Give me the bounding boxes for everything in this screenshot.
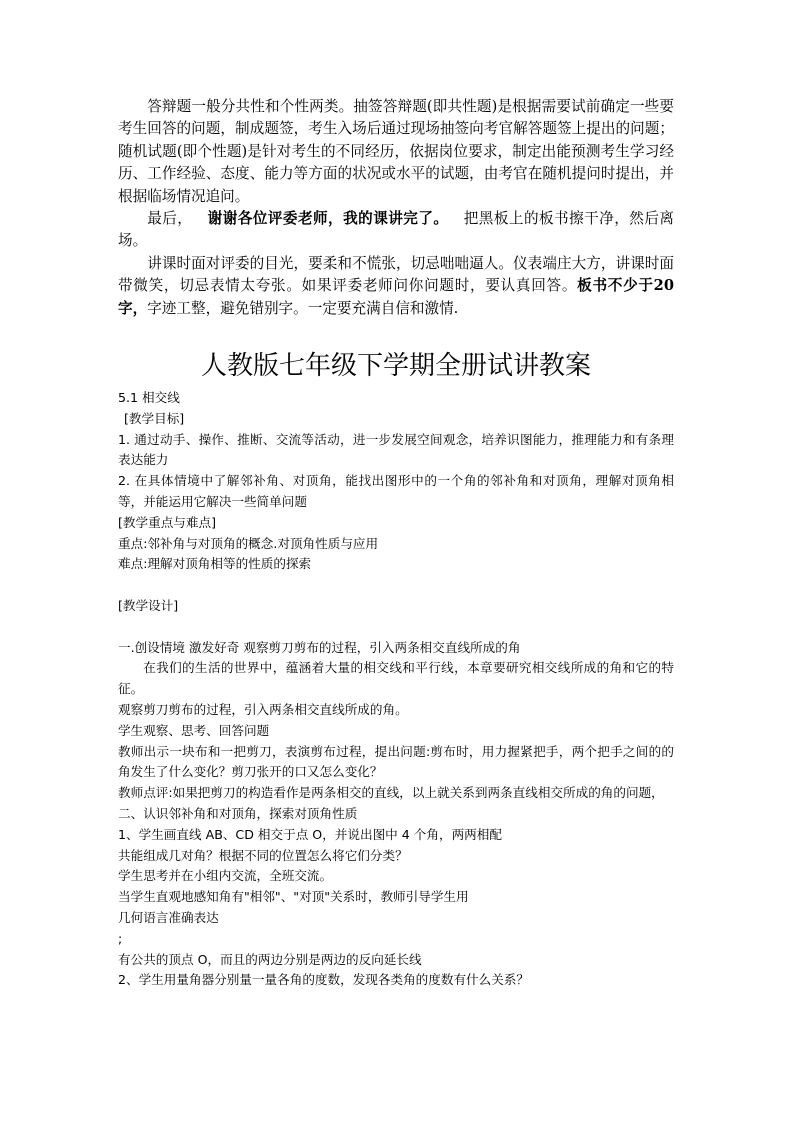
goal-2: 2. 在具体情境中了解邻补角、对顶角，能找出图形中的一个角的邻补角和对顶角，理解对顶角相等，并能运用它解决一些简单问题 [118,473,674,509]
part1-paragraph: 在我们的生活的世界中，蕴涵着大量的相交线和平行线，本章要研究相交线所成的角和它的特征。 [118,660,674,697]
intro-section [118,96,674,320]
thanks-bold: 谢谢各位评委老师，我的课讲完了。 [207,210,449,228]
handwriting-text: 字迹工整，避免错别字。一定要充满自信和激情. [147,299,459,317]
part2-paragraph: 当学生直观地感知角有"相邻"、"对顶"关系时，教师引导学生用 [118,889,469,905]
section-number: 5.1 相交线 [118,390,180,405]
part2-heading: 二、认识邻补角和对顶角，探索对顶角性质 [118,805,358,821]
page-title: 人教版七年级下学期全册试讲教案 [200,351,591,381]
part2-paragraph: 几何语言准确表达 [118,909,219,925]
key-point: 重点:邻补角与对顶角的概念.对顶角性质与应用 [118,535,379,551]
part2-paragraph: 共能组成几对角？根据不同的位置怎么将它们分类？ [118,847,408,863]
part1-paragraph: 学生观察、思考、回答问题 [118,722,270,738]
part2-paragraph: 学生思考并在小组内交流，全班交流。 [118,868,333,884]
part2-paragraph: 2、学生用量角器分别量一量各角的度数，发现各类角的度数有什么关系？ [118,972,530,988]
part1-heading: 一.创设情境 激发好奇 观察剪刀剪布的过程，引入两条相交直线所成的角 [118,639,521,655]
design-heading: [教学设计] [118,597,179,613]
difficult-point: 难点:理解对顶角相等的性质的探索 [118,556,312,572]
goals-heading: [教学目标] [124,410,185,426]
intro-paragraph-1: 答辩题一般分共性和个性两类。抽签答辩题(即共性题)是根据需要试前确定一些要考生回答的问题，制成题签，考生入场后通过现场抽签向考官解答题签上提出的问题；随机试题(即个性题)是针对考生的不同经历，依据岗位要求，制定出能预测考生学习经历、工作经验、态度、能力等方面的状况或水平的试题，由考官在随机提问时提出，并根据临场情况追问。 [118,98,674,205]
intro-paragraph-2 [118,208,674,253]
closing-word: 最后， [147,210,193,228]
lesson-plan [118,388,674,991]
demeanor-text: 讲课时面对评委的目光，要柔和不慌张，切忌咄咄逼人。仪表端庄大方，讲课时面带微笑，切忌表情太夸张。如果评委老师问你问题时，要认真回答。 [118,254,674,295]
part1-paragraph: 观察剪刀剪布的过程，引入两条相交直线所成的角。 [118,701,408,717]
blank-line [118,575,674,596]
keypoints-heading: [教学重点与难点] [118,514,216,530]
leave-text: 把黑板上的板书擦干净，然后离场。 [118,210,674,250]
part1-paragraph: 教师点评:如果把剪刀的构造看作是两条相交的直线，以上就关系到两条直线相交所成的角的问题， [118,785,664,801]
part2-paragraph: ; [118,930,123,946]
intro-paragraph-3 [118,253,674,320]
part1-paragraph: 教师出示一块布和一把剪刀，表演剪布过程，提出问题:剪布时，用力握紧把手，两个把手之间的的角发生了什么变化？剪刀张开的口又怎么变化？ [118,743,674,780]
part2-paragraph: 1、学生画直线 AB、CD 相交于点 O，并说出图中 4 个角，两两相配 [118,826,502,842]
blank-line [118,617,674,638]
goal-1: 1. 通过动手、操作、推断、交流等活动，进一步发展空间观念，培养识图能力，推理能力和有条理表达能力 [118,431,674,468]
part2-paragraph: 有公共的顶点 O，而且的两边分别是两边的反向延长线 [118,951,422,967]
board-requirement-bold: 板书不少于20字， [118,277,674,317]
